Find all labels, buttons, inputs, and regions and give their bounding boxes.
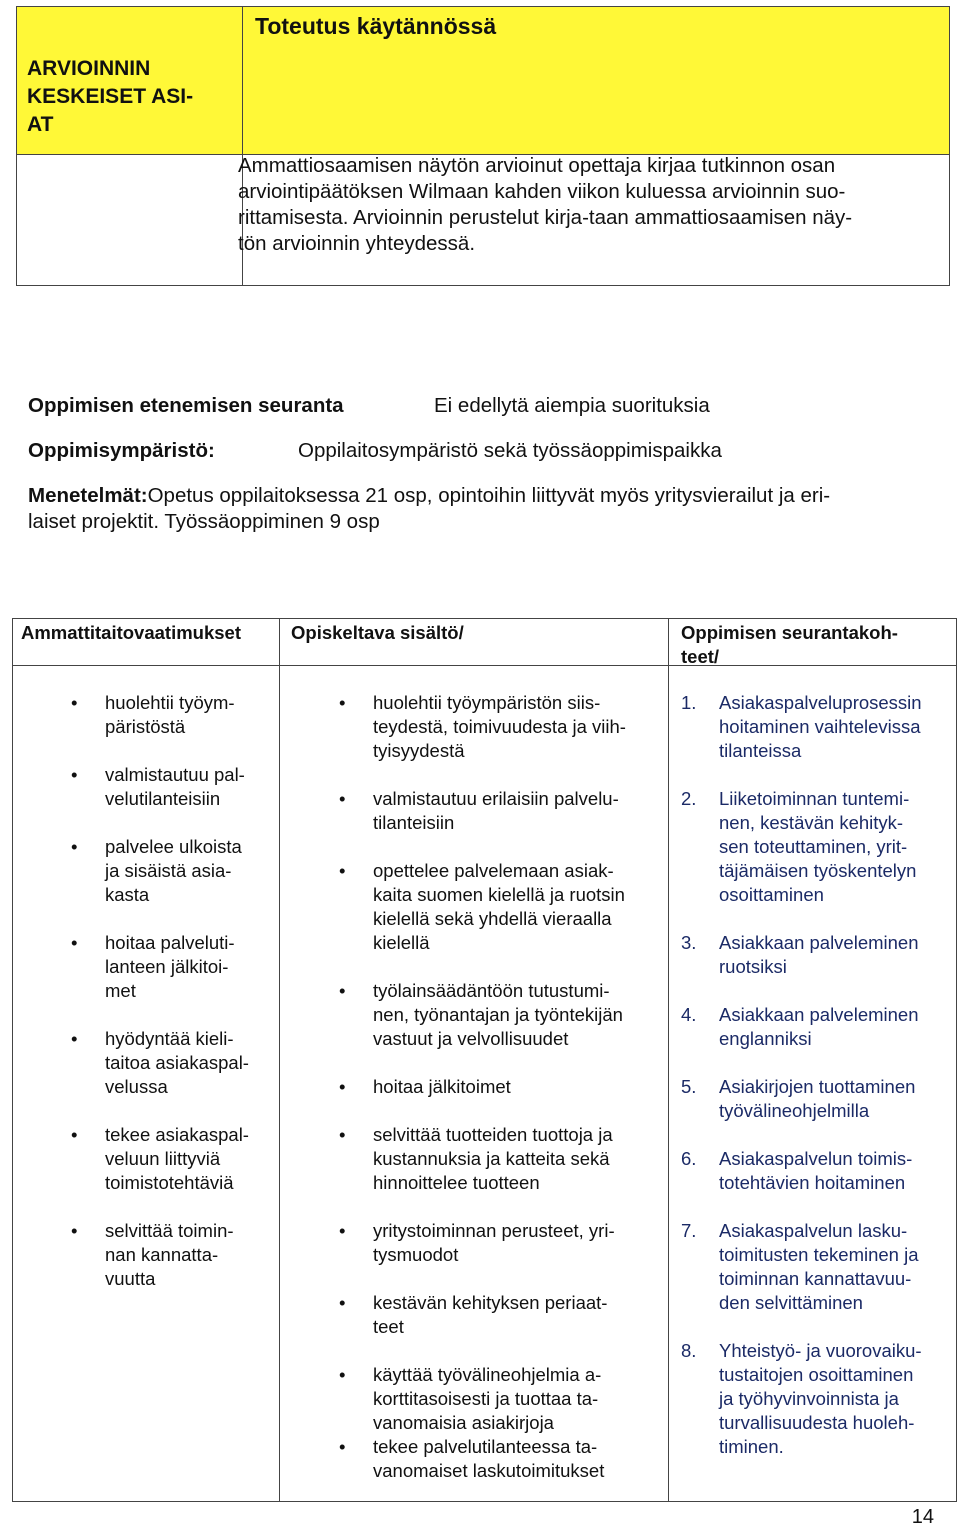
list-item-text: yritystoiminnan perusteet, yri-	[373, 1220, 615, 1241]
progress-tracking-value: Ei edellytä aiempia suorituksia	[434, 394, 710, 417]
tracking-target-number: 7.	[681, 1220, 697, 1241]
tracking-target-number: 6.	[681, 1148, 697, 1169]
tracking-target-text: Yhteistyö- ja vuorovaiku-	[719, 1340, 922, 1361]
list-item-text: korttitasoisesti ja tuottaa ta-	[373, 1388, 599, 1409]
list-item	[71, 835, 275, 907]
tracking-target-text: Asiakkaan palveleminen	[719, 932, 919, 953]
learning-environment-value: Oppilaitosympäristö sekä työssäoppimispaikka	[298, 439, 722, 462]
page-number: 14	[911, 1506, 934, 1528]
tracking-target-text: nen, kestävän kehityk-	[719, 812, 904, 833]
progress-tracking-label: Oppimisen etenemisen seuranta	[28, 394, 344, 417]
tracking-target-text: turvallisuudesta huoleh-	[719, 1412, 915, 1433]
tracking-target-item	[681, 1219, 949, 1315]
tracking-target-item	[681, 931, 949, 979]
list-item-text: valmistautuu pal-	[105, 764, 245, 785]
list-item	[339, 1219, 663, 1267]
list-item-text: tyisyydestä	[373, 740, 465, 761]
list-item-text: taitoa asiakaspal-	[105, 1052, 249, 1073]
list-item-text: huolehtii työympäristön siis-	[373, 692, 601, 713]
tracking-target-text: sen toteuttaminen, yrit-	[719, 836, 908, 857]
list-item-text: vastuut ja velvollisuudet	[373, 1028, 569, 1049]
assessment-label-highlight	[17, 7, 242, 155]
list-item-text: huolehtii työym-	[105, 692, 235, 713]
list-item	[339, 787, 663, 835]
tracking-target-item	[681, 1003, 949, 1051]
list-item	[339, 979, 663, 1051]
list-item	[339, 1291, 663, 1339]
list-item-text: vanomaisia asiakirjoja	[373, 1412, 554, 1433]
bullet-icon: •	[339, 1220, 346, 1241]
tracking-target-text: hoitaminen vaihtelevissa	[719, 716, 921, 737]
bullet-icon: •	[71, 1124, 78, 1145]
list-item	[71, 931, 275, 1003]
list-item	[71, 1219, 275, 1291]
list-item-text: nen, työnantajan ja työntekijän	[373, 1004, 623, 1025]
tracking-target-number: 8.	[681, 1340, 697, 1361]
list-item	[339, 691, 663, 763]
list-item-text: selvittää toimin-	[105, 1220, 234, 1241]
header-tracking-targets: Oppimisen seurantakoh- teet/	[681, 622, 898, 667]
list-item-text: velutilanteisiin	[105, 788, 221, 809]
bullet-icon: •	[339, 980, 346, 1001]
tracking-target-text: timinen.	[719, 1436, 784, 1457]
list-item-text: toimistotehtäviä	[105, 1172, 234, 1193]
list-item-text: päristöstä	[105, 716, 186, 737]
list-item-text: kestävän kehityksen periaat-	[373, 1292, 608, 1313]
tracking-target-text: täjämäisen työskentelyn	[719, 860, 917, 881]
list-item-text: tekee asiakaspal-	[105, 1124, 249, 1145]
tracking-target-text: ja työhyvinvoinnista ja	[719, 1388, 899, 1409]
list-item-text: hoitaa jälkitoimet	[373, 1076, 511, 1097]
header-content: Opiskeltava sisältö/	[291, 622, 464, 643]
tracking-target-text: Liiketoiminnan tuntemi-	[719, 788, 910, 809]
list-item-text: opettelee palvelemaan asiak-	[373, 860, 614, 881]
list-item-text: teet	[373, 1316, 404, 1337]
requirements-table	[12, 618, 957, 1502]
tracking-target-text: Asiakaspalvelun lasku-	[719, 1220, 908, 1241]
list-item-text: velussa	[105, 1076, 168, 1097]
list-item-text: met	[105, 980, 136, 1001]
list-item	[339, 1363, 663, 1435]
tracking-target-text: Asiakaspalvelun toimis-	[719, 1148, 913, 1169]
tracking-target-item	[681, 787, 949, 907]
implementation-body: Ammattiosaamisen näytön arvioinut opettaja kirjaa tutkinnon osan arviointipäätöksen Wilmaan kahden viikon kuluessa arvioinnin suo- rittamisesta. Arvioinnin perustelut kirja-taan ammattiosaamisen näy- tön arvioinnin yhteydessä.	[238, 154, 853, 255]
tracking-target-number: 4.	[681, 1004, 697, 1025]
tracking-target-item	[681, 1147, 949, 1195]
list-item-text: kaita suomen kielellä ja ruotsin	[373, 884, 625, 905]
list-item	[339, 1435, 663, 1483]
tracking-target-text: tustaitojen osoittaminen	[719, 1364, 914, 1385]
bullet-icon: •	[71, 932, 78, 953]
list-item-text: selvittää tuotteiden tuottoja ja	[373, 1124, 613, 1145]
column-divider	[279, 619, 280, 1501]
list-item-text: kielellä	[373, 932, 430, 953]
list-item-text: ja sisäistä asia-	[105, 860, 232, 881]
column-divider	[668, 619, 669, 1501]
tracking-target-text: työvälineohjelmilla	[719, 1100, 870, 1121]
list-item	[71, 763, 275, 811]
bullet-icon: •	[339, 1364, 346, 1385]
bullet-icon: •	[339, 1436, 346, 1457]
tracking-target-text: den selvittäminen	[719, 1292, 863, 1313]
tracking-target-text: Asiakaspalveluprosessin	[719, 692, 922, 713]
list-item-text: valmistautuu erilaisiin palvelu-	[373, 788, 619, 809]
bullet-icon: •	[339, 860, 346, 881]
list-item	[71, 691, 275, 739]
methods-label: Menetelmät:	[28, 484, 148, 507]
bullet-icon: •	[71, 836, 78, 857]
list-item-text: veluun liittyviä	[105, 1148, 221, 1169]
list-item-text: nan kannatta-	[105, 1244, 219, 1265]
methods-text-line-2: laiset projektit. Työssäoppiminen 9 osp	[28, 510, 380, 533]
list-item	[339, 1123, 663, 1195]
methods-text-line-1: Opetus oppilaitoksessa 21 osp, opintoihin liittyvät myös yritysvierailut ja eri-	[147, 484, 831, 507]
tracking-target-text: ruotsiksi	[719, 956, 787, 977]
tracking-target-item	[681, 691, 949, 763]
list-item-text: hyödyntää kieli-	[105, 1028, 234, 1049]
list-item-text: lanteen jälkitoi-	[105, 956, 229, 977]
bullet-icon: •	[71, 692, 78, 713]
tracking-target-text: osoittaminen	[719, 884, 824, 905]
tracking-target-number: 5.	[681, 1076, 697, 1097]
assessment-label: ARVIOINNIN KESKEISET ASI- AT	[27, 57, 194, 136]
implementation-title-cell	[243, 7, 949, 155]
tracking-target-text: toiminnan kannattavuu-	[719, 1268, 912, 1289]
bullet-icon: •	[339, 1124, 346, 1145]
learning-environment-label: Oppimisympäristö:	[28, 439, 215, 462]
list-item-text: työlainsäädäntöön tutustumi-	[373, 980, 610, 1001]
bullet-icon: •	[339, 692, 346, 713]
tracking-target-item	[681, 1075, 949, 1123]
list-item-text: käyttää työvälineohjelmia a-	[373, 1364, 602, 1385]
list-item-text: tekee palvelutilanteessa ta-	[373, 1436, 598, 1457]
implementation-title: Toteutus käytännössä	[255, 13, 497, 39]
requirements-list	[71, 691, 275, 1315]
list-item-text: tilanteisiin	[373, 812, 455, 833]
tracking-target-number: 3.	[681, 932, 697, 953]
list-item-text: kasta	[105, 884, 150, 905]
content-list	[339, 691, 663, 1507]
bullet-icon: •	[71, 764, 78, 785]
list-item-text: vanomaiset laskutoimitukset	[373, 1460, 605, 1481]
bullet-icon: •	[339, 788, 346, 809]
list-item-text: hinnoittelee tuotteen	[373, 1172, 540, 1193]
list-item	[71, 1027, 275, 1099]
list-item	[339, 859, 663, 955]
bullet-icon: •	[339, 1076, 346, 1097]
list-item-text: palvelee ulkoista	[105, 836, 242, 857]
list-item	[339, 1075, 663, 1099]
bullet-icon: •	[339, 1292, 346, 1313]
list-item-text: teydestä, toimivuudesta ja viih-	[373, 716, 626, 737]
assessment-label-cell	[17, 7, 243, 285]
tracking-target-text: toimitusten tekeminen ja	[719, 1244, 919, 1265]
tracking-targets-list	[681, 691, 949, 1483]
bullet-icon: •	[71, 1220, 78, 1241]
tracking-target-text: Asiakirjojen tuottaminen	[719, 1076, 916, 1097]
tracking-target-number: 2.	[681, 788, 697, 809]
tracking-target-text: Asiakkaan palveleminen	[719, 1004, 919, 1025]
tracking-target-text: tilanteissa	[719, 740, 802, 761]
list-item-text: kustannuksia ja katteita sekä	[373, 1148, 610, 1169]
list-item-text: vuutta	[105, 1268, 156, 1289]
methods-paragraph	[28, 483, 928, 535]
tracking-target-item	[681, 1339, 949, 1459]
tracking-target-text: englanniksi	[719, 1028, 812, 1049]
bullet-icon: •	[71, 1028, 78, 1049]
list-item-text: hoitaa palveluti-	[105, 932, 235, 953]
list-item-text: tysmuodot	[373, 1244, 459, 1265]
header-requirements: Ammattitaitovaatimukset	[21, 622, 242, 643]
tracking-target-text: totehtävien hoitaminen	[719, 1172, 906, 1193]
list-item-text: kielellä sekä yhdellä vieraalla	[373, 908, 612, 929]
tracking-target-number: 1.	[681, 692, 697, 713]
list-item	[71, 1123, 275, 1195]
